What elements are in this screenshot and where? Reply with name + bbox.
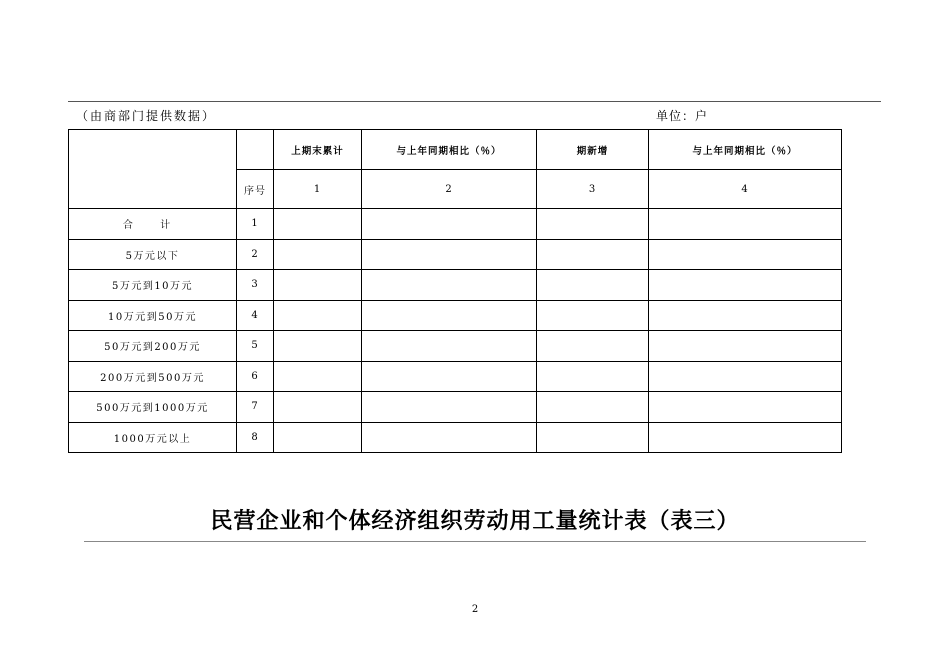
table-cell xyxy=(362,331,537,362)
table-cell xyxy=(649,239,842,270)
table-cell xyxy=(537,392,649,423)
table-cell xyxy=(649,300,842,331)
row-label: 5万元到10万元 xyxy=(69,270,237,301)
row-label: 500万元到1000万元 xyxy=(69,392,237,423)
row-label: 5万元以下 xyxy=(69,239,237,270)
table-cell xyxy=(537,331,649,362)
row-label: 10万元到50万元 xyxy=(69,300,237,331)
row-seq: 7 xyxy=(237,392,274,423)
table-cell xyxy=(362,422,537,453)
source-note: （由商部门提供数据） xyxy=(76,109,217,123)
unit-note: 单位：户 xyxy=(656,109,709,123)
table-cell xyxy=(362,361,537,392)
seq-header: 序号 xyxy=(237,170,274,209)
table-cell xyxy=(362,300,537,331)
table-cell xyxy=(649,331,842,362)
table-cell xyxy=(274,300,362,331)
table-cell xyxy=(649,392,842,423)
row-seq: 8 xyxy=(237,422,274,453)
table-cell xyxy=(274,209,362,240)
table-cell xyxy=(537,239,649,270)
page-title: 民营企业和个体经济组织劳动用工量统计表（表三） xyxy=(210,509,740,534)
table-cell xyxy=(362,239,537,270)
table-cell xyxy=(649,422,842,453)
row-seq: 6 xyxy=(237,361,274,392)
row-seq: 2 xyxy=(237,239,274,270)
top-rule xyxy=(68,101,881,102)
table-cell xyxy=(537,300,649,331)
table-corner-cell xyxy=(69,130,237,209)
row-seq: 5 xyxy=(237,331,274,362)
table-row xyxy=(69,331,842,362)
table-cell xyxy=(274,239,362,270)
statistics-table xyxy=(68,129,842,453)
column-number: 1 xyxy=(274,170,362,209)
table-cell xyxy=(274,361,362,392)
row-seq: 3 xyxy=(237,270,274,301)
column-number: 3 xyxy=(537,170,649,209)
table-cell xyxy=(537,270,649,301)
table-cell xyxy=(274,270,362,301)
row-seq: 4 xyxy=(237,300,274,331)
row-label: 合 计 xyxy=(69,209,237,240)
table-cell xyxy=(362,209,537,240)
column-header: 与上年同期相比（％） xyxy=(362,130,537,170)
table-row xyxy=(69,209,842,240)
table-cell xyxy=(537,422,649,453)
bottom-rule xyxy=(84,541,866,542)
table-cell xyxy=(537,209,649,240)
table-row xyxy=(69,422,842,453)
table-cell xyxy=(274,331,362,362)
table-cell xyxy=(649,209,842,240)
table-cell xyxy=(537,361,649,392)
table-row xyxy=(69,392,842,423)
row-seq: 1 xyxy=(237,209,274,240)
table-cell xyxy=(274,422,362,453)
table-cell xyxy=(274,392,362,423)
table-row xyxy=(69,300,842,331)
table-cell xyxy=(649,270,842,301)
table-header-row xyxy=(69,130,842,170)
column-header: 上期末累计 xyxy=(274,130,362,170)
table-row xyxy=(69,361,842,392)
table-cell xyxy=(362,270,537,301)
column-header: 期新增 xyxy=(537,130,649,170)
page-number: 2 xyxy=(471,604,479,615)
row-label: 50万元到200万元 xyxy=(69,331,237,362)
column-number: 2 xyxy=(362,170,537,209)
table-cell xyxy=(649,361,842,392)
row-label: 1000万元以上 xyxy=(69,422,237,453)
table-cell xyxy=(362,392,537,423)
table-row xyxy=(69,270,842,301)
column-header: 与上年同期相比（％） xyxy=(649,130,842,170)
table-row xyxy=(69,239,842,270)
table-header-blank-cell xyxy=(237,130,274,170)
column-number: 4 xyxy=(649,170,842,209)
row-label: 200万元到500万元 xyxy=(69,361,237,392)
